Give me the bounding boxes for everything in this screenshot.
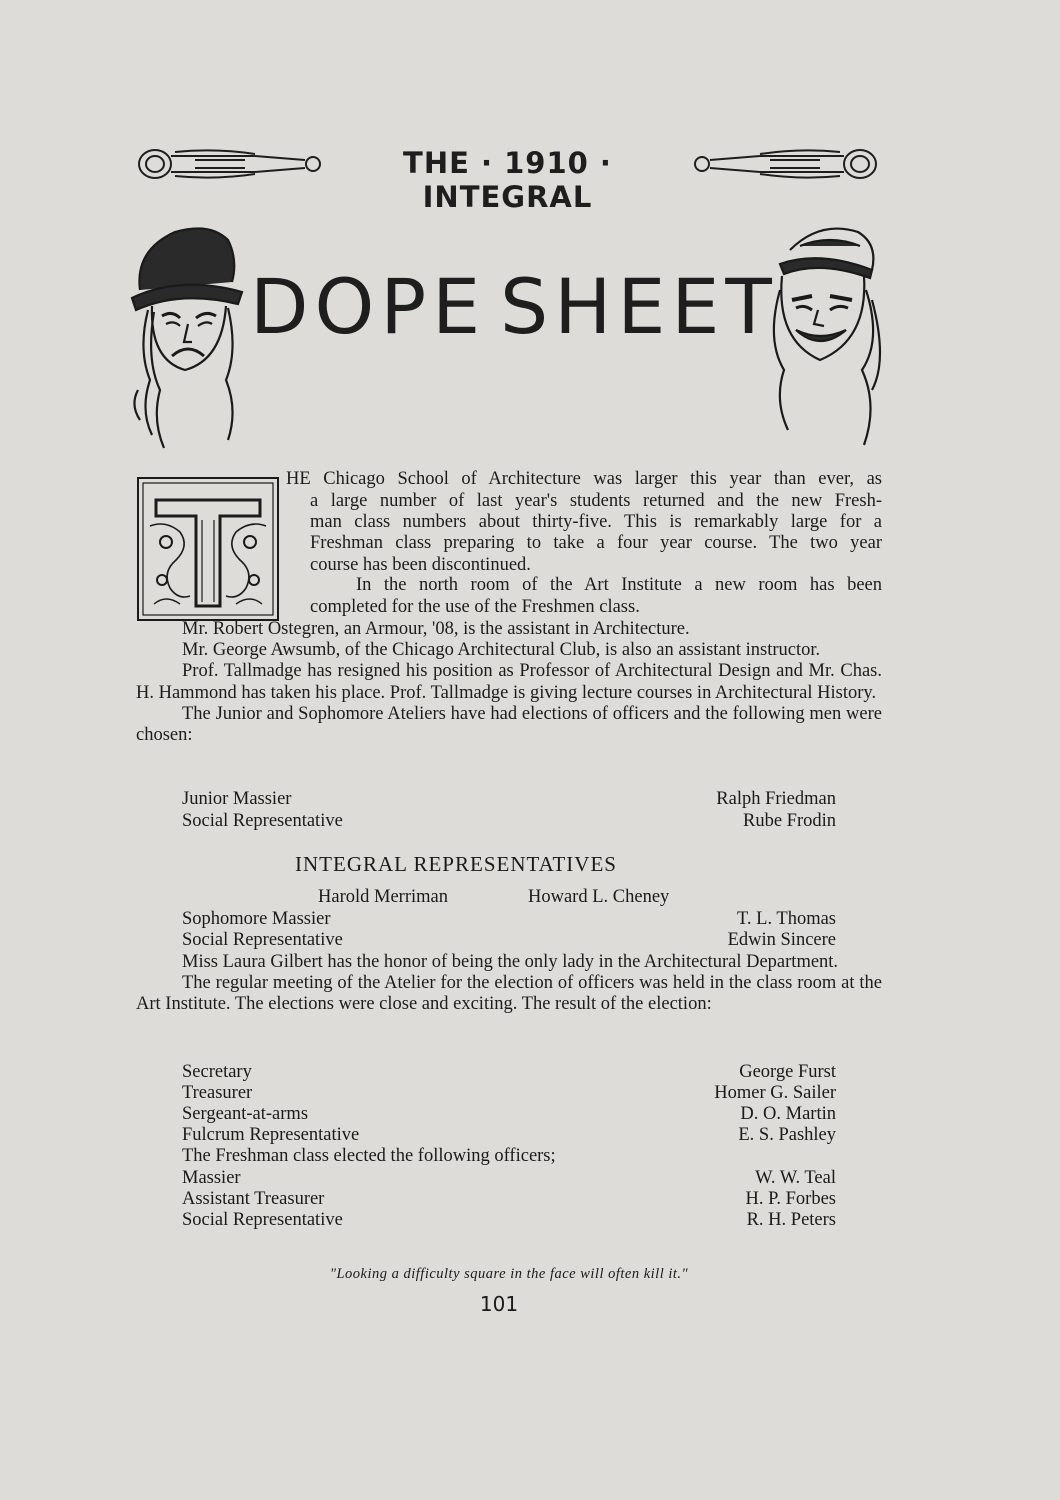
roster-row xyxy=(182,1104,836,1125)
roster-row xyxy=(182,1210,836,1231)
paragraph-1-line: course has been discontinued. xyxy=(310,554,531,575)
officer-name: E. S. Pashley xyxy=(738,1125,836,1145)
paragraph-7: Miss Laura Gilbert has the honor of being the only lady in the Architectural Department. xyxy=(182,952,839,972)
roster-row xyxy=(182,1168,836,1189)
roster-row xyxy=(182,1083,836,1104)
officer-name: Homer G. Sailer xyxy=(714,1083,836,1103)
right-scroll-ornament xyxy=(690,144,880,184)
paragraph-1-line: Freshman class preparing to take a four year course. The two year xyxy=(310,533,882,554)
officer-name: Rube Frodin xyxy=(742,811,836,831)
paragraph-2-cont xyxy=(310,597,882,618)
representative-name: Howard L. Cheney xyxy=(528,887,670,907)
officer-name: W. W. Teal xyxy=(755,1168,836,1188)
section-heading-integral-representatives: INTEGRAL REPRESENTATIVES xyxy=(295,852,617,876)
officer-name: T. L. Thomas xyxy=(737,909,836,929)
officer-name: D. O. Martin xyxy=(740,1104,836,1124)
officer-title: Massier xyxy=(182,1168,241,1188)
paragraph-3: Mr. Robert Ostegren, an Armour, '08, is the assistant in Architecture. xyxy=(182,619,690,639)
freshman-intro-row xyxy=(182,1146,836,1167)
officer-title: Sergeant-at-arms xyxy=(182,1104,309,1124)
roster-row xyxy=(182,1062,836,1083)
officer-title: Social Representative xyxy=(182,1210,343,1230)
paragraph-1-line: HE Chicago School of Architecture was larger this year than ever, as xyxy=(286,469,882,489)
running-header xyxy=(135,140,880,214)
officer-title: Social Representative xyxy=(182,930,343,950)
paragraph-2-line: completed for the use of the Freshmen class. xyxy=(310,597,640,617)
officer-title: Social Representative xyxy=(182,811,343,831)
officer-name: Edwin Sincere xyxy=(727,930,836,950)
roster-row xyxy=(182,1189,836,1210)
freshman-intro: The Freshman class elected the following officers; xyxy=(182,1146,556,1166)
roster-row xyxy=(182,789,836,810)
title-word-dope: DOPE xyxy=(250,262,487,351)
dropcap-t-illustration xyxy=(136,476,280,622)
left-scroll-ornament xyxy=(135,144,325,184)
paragraph-6: The Junior and Sophomore Ateliers have had elections of officers and the following men were chosen: xyxy=(136,703,882,746)
title-word-sheet: SHEET xyxy=(500,262,778,351)
roster-row xyxy=(182,930,836,951)
officer-name: H. P. Forbes xyxy=(745,1189,836,1209)
tragedy-mask-illustration xyxy=(130,220,250,450)
officer-title: Junior Massier xyxy=(182,789,292,809)
comedy-mask-illustration xyxy=(760,220,890,450)
officer-title: Assistant Treasurer xyxy=(182,1189,325,1209)
title-art xyxy=(130,220,890,450)
officer-name: R. H. Peters xyxy=(746,1210,836,1230)
officer-name: Ralph Friedman xyxy=(716,789,836,809)
officer-title: Sophomore Massier xyxy=(182,909,331,929)
paragraph-1-cont xyxy=(310,491,882,576)
paragraphs-3-6 xyxy=(136,619,882,746)
paragraph-8: The regular meeting of the Atelier for the election of officers was held in the class room at the Art Institute. The elections were close and exciting. The result of the election: xyxy=(136,973,882,1015)
paragraphs-7-8 xyxy=(136,952,882,1016)
page-number: 101 xyxy=(479,1292,519,1316)
representative-name: Harold Merriman xyxy=(318,887,448,907)
officer-title: Fulcrum Representative xyxy=(182,1125,360,1145)
officer-title: Treasurer xyxy=(182,1083,253,1103)
footer-quote: "Looking a difficulty square in the face will often kill it." xyxy=(329,1266,689,1282)
paragraph-5: Prof. Tallmadge has resigned his position as Professor of Architectural Design and Mr. Chas. H. Hammond has taken his place. Prof. Tallmadge is giving lecture courses in Architectural History. xyxy=(136,661,882,703)
officer-name: George Furst xyxy=(739,1062,836,1082)
paragraph-1 xyxy=(286,469,882,490)
roster-row xyxy=(182,1125,836,1146)
paragraph-4: Mr. George Awsumb, of the Chicago Architectural Club, is also an assistant instructor. xyxy=(182,640,821,661)
roster-row xyxy=(182,811,836,832)
paragraph-1-line: man class numbers about thirty-five. This is remarkably large for a xyxy=(310,512,882,533)
paragraph-2-line: In the north room of the Art Institute a new room has been xyxy=(356,575,882,595)
paragraph-2 xyxy=(356,575,882,596)
officer-title: Secretary xyxy=(182,1062,252,1082)
running-header-title: THE · 1910 · INTEGRAL xyxy=(403,146,612,214)
paragraph-1-line: a large number of last year's students returned and the new Fresh- xyxy=(310,491,882,511)
roster-row xyxy=(182,909,836,930)
